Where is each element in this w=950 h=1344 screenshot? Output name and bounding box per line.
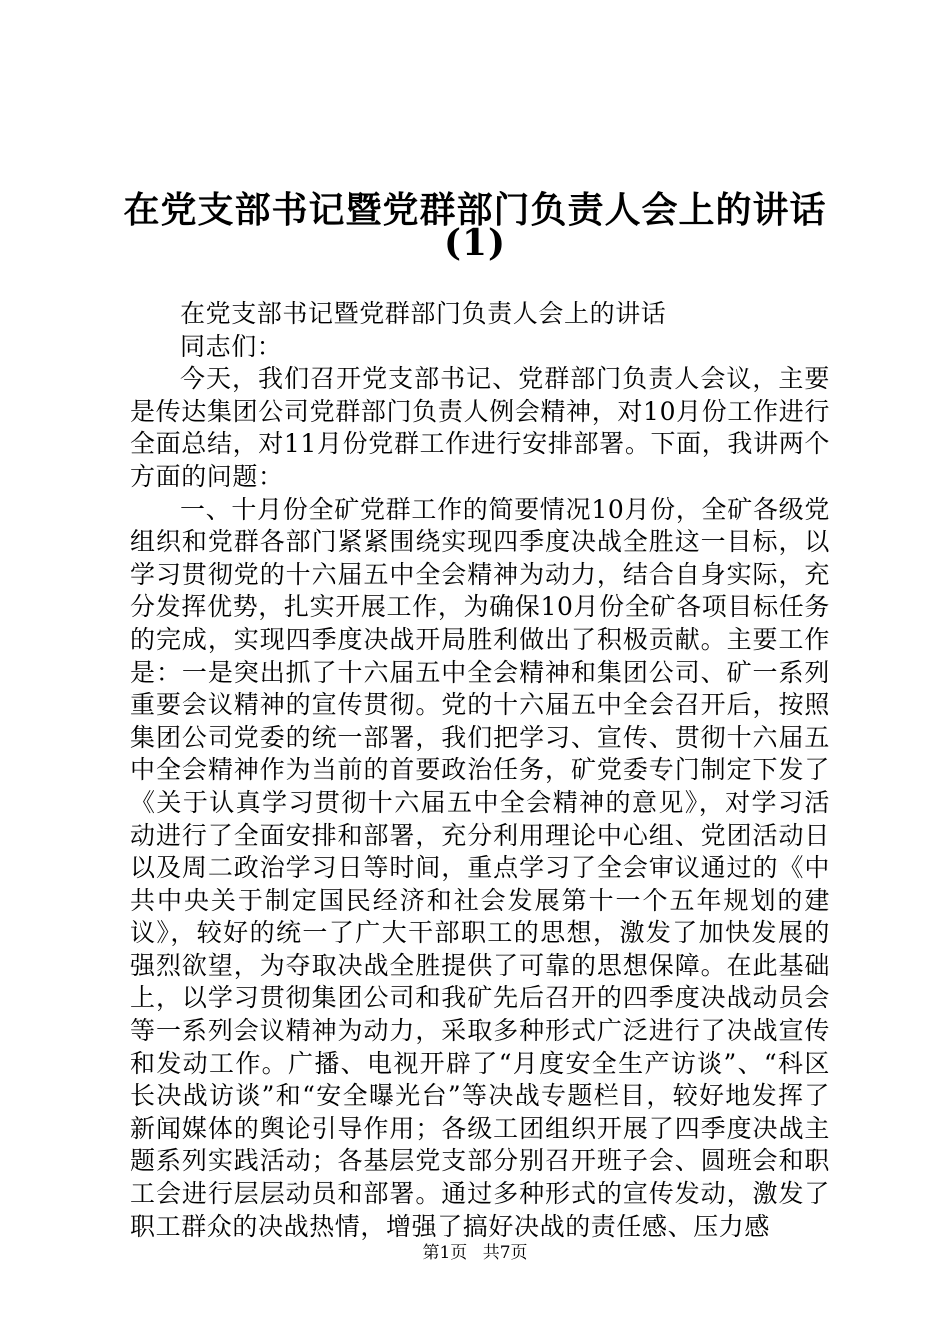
document-title: 在党支部书记暨党群部门负责人会上的讲话 xyxy=(123,189,827,231)
document-body xyxy=(130,298,830,1243)
page-number: 第1页 xyxy=(422,1243,468,1263)
body-paragraph: 在党支部书记暨党群部门负责人会上的讲话 xyxy=(180,299,667,328)
document-title-suffix: (1) xyxy=(443,222,507,264)
salutation: 同志们： xyxy=(180,331,283,361)
page-total: 共7页 xyxy=(482,1243,528,1263)
body-paragraph: 今天，我们召开党支部书记、党群部门负责人会议，主要是传达集团公司党群部门负责人例会精神，对10月份工作进行全面总结，对11月份党群工作进行安排部署。下面，我讲两个方面的问题： xyxy=(130,364,830,491)
page-footer xyxy=(0,1243,950,1263)
body-paragraph: 一、十月份全矿党群工作的简要情况10月份，全矿各级党组织和党群各部门紧紧围绕实现四季度决战全胜这一目标，以学习贯彻党的十六届五中全会精神为动力，结合自身实际，充分发挥优势，扎实开展工作，为确保10月份全矿各项目标任务的完成，实现四季度决战开局胜利做出了积极贡献。主要工作是：一是突出抓了十六届五中全会精神和集团公司、矿一系列重要会议精神的宣传贯彻。党的十六届五中全会召开后，按照集团公司党委的统一部署，我们把学习、宣传、贯彻十六届五中全会精神作为当前的首要政治任务，矿党委专门制定下发了《关于认真学习贯彻十六届五中全会精神的意见》，对学习活动进行了全面安排和部署，充分利用理论中心组、党团活动日以及周二政治学习日等时间，重点学习了全会审议通过的《中共中央关于制定国民经济和社会发展第十一个五年规划的建议》，较好的统一了广大干部职工的思想，激发了加快发展的强烈欲望，为夺取决战全胜提供了可靠的思想保障。在此基础上，以学习贯彻集团公司和我矿先后召开的四季度决战动员会等一系列会议精神为动力，采取多种形式广泛进行了决战宣传和发动工作。广播、电视开辟了“月度安全生产访谈”、“科区长决战访谈”和“安全曝光台”等决战专题栏目，较好地发挥了新闻媒体的舆论引导作用；各级工团组织开展了四季度决战主题系列实践活动；各基层党支部分别召开班子会、圆班会和职工会进行层层动员和部署。通过多种形式的宣传发动，激发了职工群众的决战热情，增强了搞好决战的责任感、压力感 xyxy=(130,494,830,1241)
